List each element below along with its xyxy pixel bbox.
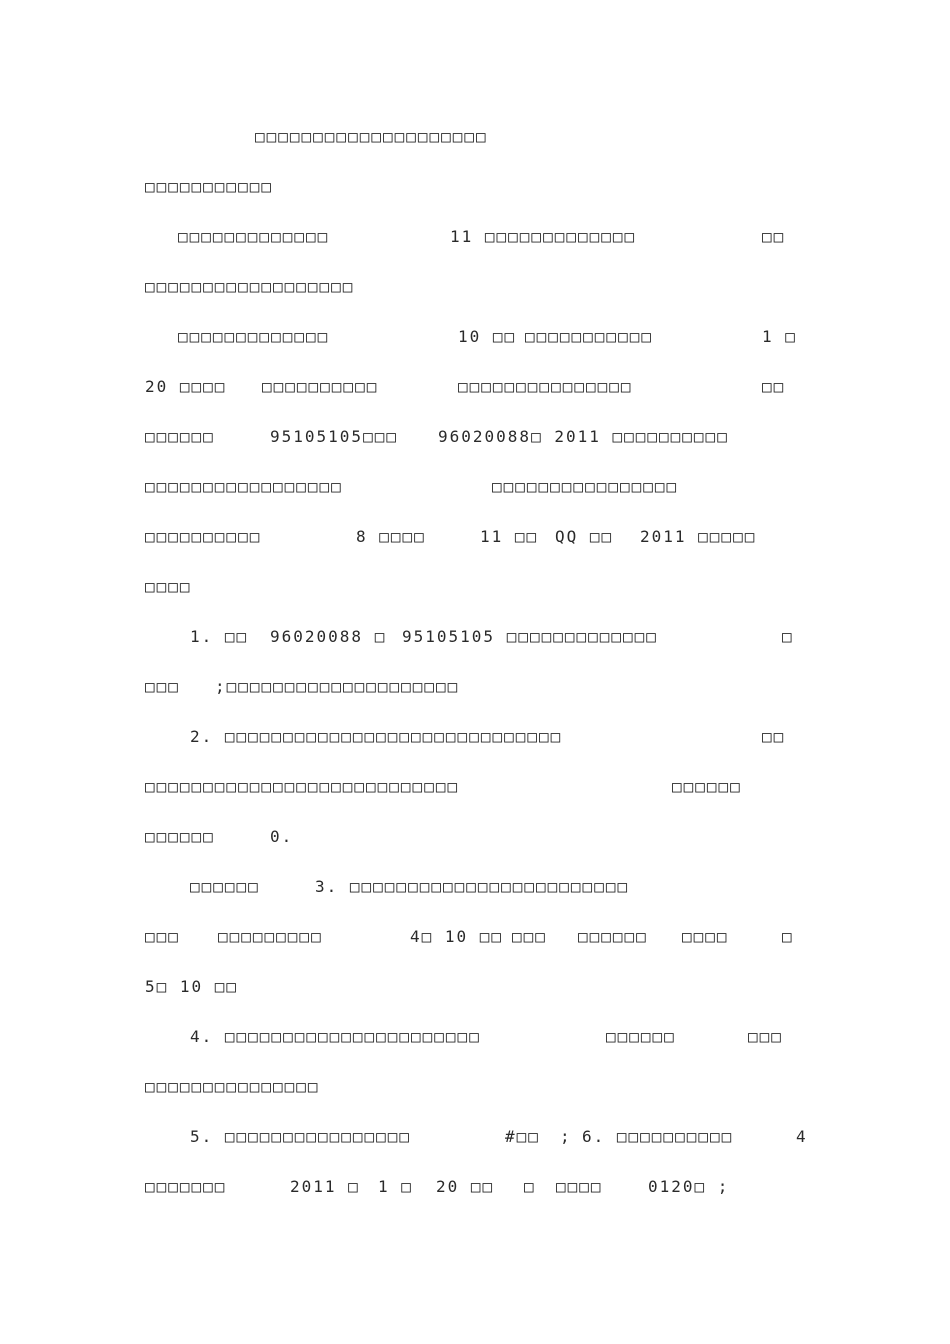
line-segment: □□□□: [145, 577, 192, 596]
line-segment: □□□□□□□□□□□□□: [178, 327, 330, 346]
line-segment: □□□: [748, 1027, 783, 1046]
line-segment: □□□: [145, 927, 180, 946]
line-segment: 6. □□□□□□□□□□: [582, 1127, 734, 1146]
line-segment: QQ □□: [555, 527, 614, 546]
line-segment: □: [782, 927, 794, 946]
line-segment: □□□□□□: [145, 827, 215, 846]
line-segment: □□□□□□□□□□□□□□□: [145, 1077, 320, 1096]
line-segment: 20 □□: [436, 1177, 495, 1196]
line-segment: □□□: [512, 927, 547, 946]
line-segment: 1 □: [762, 327, 797, 346]
line-segment: □□□□□□□□□□□□□□□□: [492, 477, 679, 496]
line-segment: 5. □□□□□□□□□□□□□□□□: [190, 1127, 412, 1146]
line-segment: □□□: [145, 677, 180, 696]
line-segment: □□□□□□□□□□□□□: [178, 227, 330, 246]
line-segment: 0120□ ;: [648, 1177, 730, 1196]
line-segment: ;: [560, 1127, 572, 1146]
line-segment: □□□□□□□□□□□: [525, 327, 653, 346]
line-segment: 3. □□□□□□□□□□□□□□□□□□□□□□□□: [315, 877, 630, 896]
line-segment: □□: [762, 727, 786, 746]
line-segment: □□□□□□□□□: [218, 927, 323, 946]
line-segment: 96020088□ 2011 □□□□□□□□□□: [438, 427, 729, 446]
document-title: □□□□□□□□□□□□□□□□□□□□: [255, 127, 488, 146]
line-segment: □□□□□□: [145, 427, 215, 446]
line-segment: 20 □□□□: [145, 377, 227, 396]
line-segment: □□□□□□: [190, 877, 260, 896]
line-segment: □□□□□□□□□□□□□□□: [458, 377, 633, 396]
line-segment: □□□□□□□□□□□□□□□□□: [145, 477, 343, 496]
line-segment: 4: [796, 1127, 808, 1146]
line-segment: 1. □□: [190, 627, 249, 646]
line-segment: □□□□□□: [672, 777, 742, 796]
line-segment: 4□ 10 □□: [410, 927, 504, 946]
line-segment: □□□□□□□: [145, 1177, 227, 1196]
line-segment: 2011 □□□□□: [640, 527, 757, 546]
line-segment: 2011 □: [290, 1177, 360, 1196]
line-segment: □□□□□□□□□□: [262, 377, 379, 396]
line-segment: □□□□□□□□□□□: [145, 177, 273, 196]
line-segment: 10 □□: [458, 327, 517, 346]
line-segment: □□: [762, 227, 786, 246]
line-segment: #□□: [505, 1127, 540, 1146]
line-segment: □□□□□□: [578, 927, 648, 946]
line-segment: 8 □□□□: [356, 527, 426, 546]
line-segment: 11 □□: [480, 527, 539, 546]
line-segment: 95105105□□□: [270, 427, 398, 446]
line-segment: 96020088 □: [270, 627, 387, 646]
line-segment: □□□□: [556, 1177, 603, 1196]
line-segment: □: [782, 627, 794, 646]
line-segment: 95105105 □□□□□□□□□□□□□: [402, 627, 658, 646]
line-segment: □□: [762, 377, 786, 396]
line-segment: □□□□□□□□□□□□□□□□□□□□□□□□□□□: [145, 777, 460, 796]
line-segment: 2. □□□□□□□□□□□□□□□□□□□□□□□□□□□□□: [190, 727, 563, 746]
line-segment: 11 □□□□□□□□□□□□□: [450, 227, 637, 246]
line-segment: ;□□□□□□□□□□□□□□□□□□□□: [215, 677, 460, 696]
line-segment: □: [524, 1177, 536, 1196]
line-segment: □□□□□□□□□□: [145, 527, 262, 546]
line-segment: 4. □□□□□□□□□□□□□□□□□□□□□□: [190, 1027, 481, 1046]
line-segment: □□□□□□□□□□□□□□□□□□: [145, 277, 355, 296]
line-segment: 0.: [270, 827, 294, 846]
line-segment: □□□□: [682, 927, 729, 946]
line-segment: □□□□□□: [606, 1027, 676, 1046]
line-segment: 5□ 10 □□: [145, 977, 239, 996]
line-segment: 1 □: [378, 1177, 413, 1196]
